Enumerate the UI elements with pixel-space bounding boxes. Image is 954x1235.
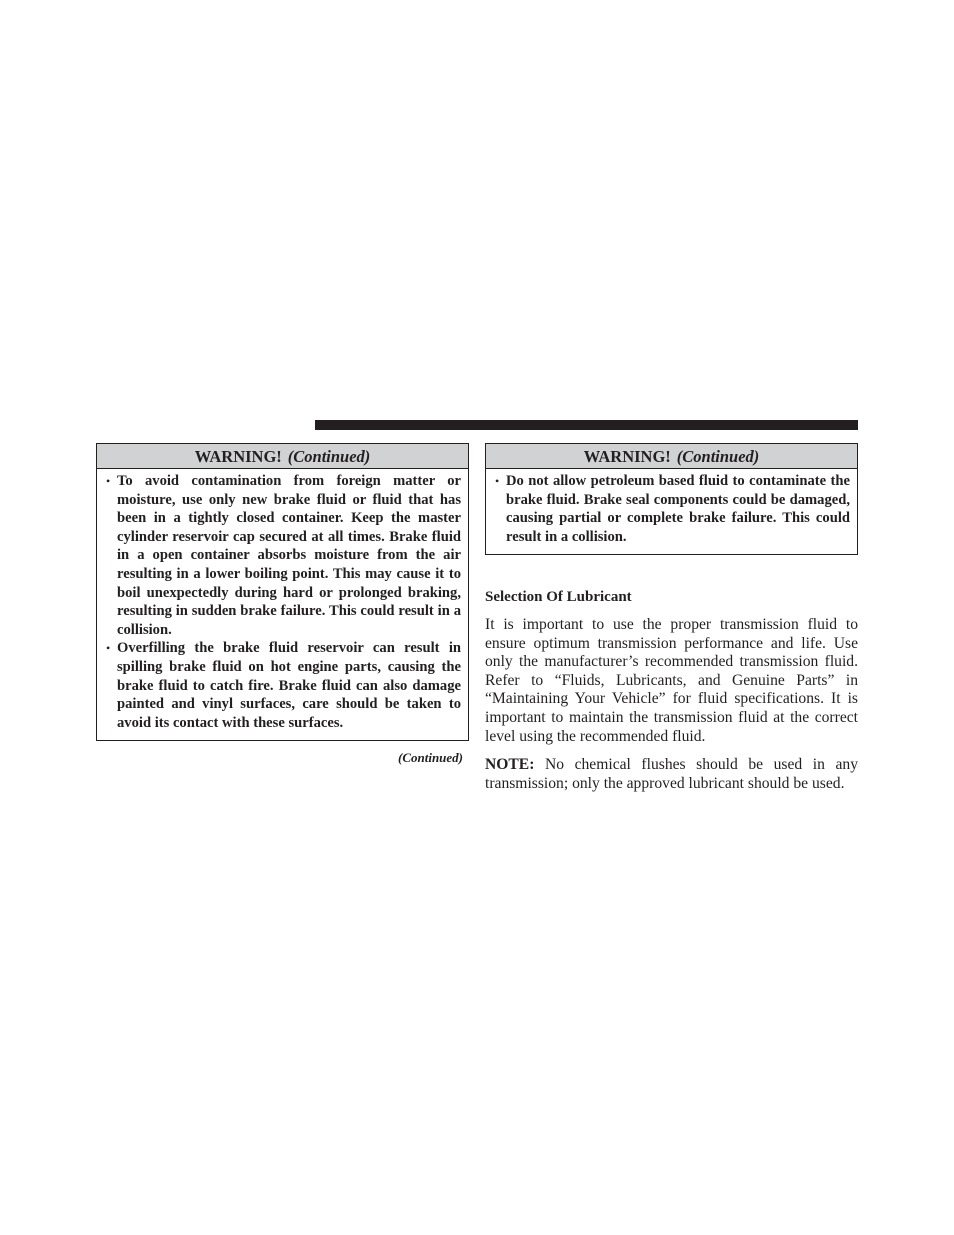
bullet-icon: • — [495, 474, 500, 488]
warning-continued-label: (Continued) — [287, 447, 371, 466]
warning-item-text: Do not allow petroleum based fluid to contaminate the brake fluid. Brake seal components could be damaged, causing partial or complete brake failure. This could result in a collision. — [506, 473, 850, 545]
warning-header — [97, 444, 468, 469]
warning-header — [486, 444, 857, 469]
warning-item-text: To avoid contamination from foreign matter or moisture, use only new brake fluid or fluid that has been in a tightly closed container. Keep the master cylinder reservoir cap secured at all times. Brake fluid in a open container absorbs moisture from the air resulting in a lower boiling point. This may cause it to boil unexpectedly during hard or prolonged braking, resulting in sudden brake failure. This could result in a collision. — [117, 473, 461, 638]
warning-item-text: Overfilling the brake fluid reservoir can result in spilling brake fluid on hot engine parts, causing the brake fluid to catch fire. Brake fluid can also damage painted and vinyl surfaces, care should be taken to avoid its contact with these surfaces. — [117, 640, 461, 731]
warning-label: WARNING! — [583, 447, 671, 466]
warning-item — [495, 472, 850, 546]
warning-label: WARNING! — [194, 447, 282, 466]
continued-note: (Continued) — [397, 750, 463, 765]
section-header-bar — [315, 420, 858, 430]
note-paragraph — [485, 756, 858, 793]
note-text: No chemical flushes should be used in any transmission; only the approved lubricant should be used. — [485, 756, 858, 792]
bullet-icon: • — [106, 474, 111, 488]
warning-box-left — [96, 443, 469, 741]
body-paragraph: It is important to use the proper transmission fluid to ensure optimum transmission performance and life. Use only the manufacturer’s recommended transmission fluid. Refer to “Fluids, Lubricants, and Genuine Parts” in “Maintaining Your Vehicle” for fluid specifications. It is important to maintain the transmission fluid at the correct level using the recommended fluid. — [485, 616, 858, 745]
note-label: NOTE: — [485, 756, 535, 773]
warning-continued-label: (Continued) — [676, 447, 760, 466]
warning-item — [106, 472, 461, 639]
warning-box-right — [485, 443, 858, 555]
warning-item — [106, 639, 461, 732]
section-heading: Selection Of Lubricant — [485, 589, 632, 605]
warning-list — [486, 469, 857, 546]
bullet-icon: • — [106, 641, 111, 656]
warning-list — [97, 469, 468, 732]
